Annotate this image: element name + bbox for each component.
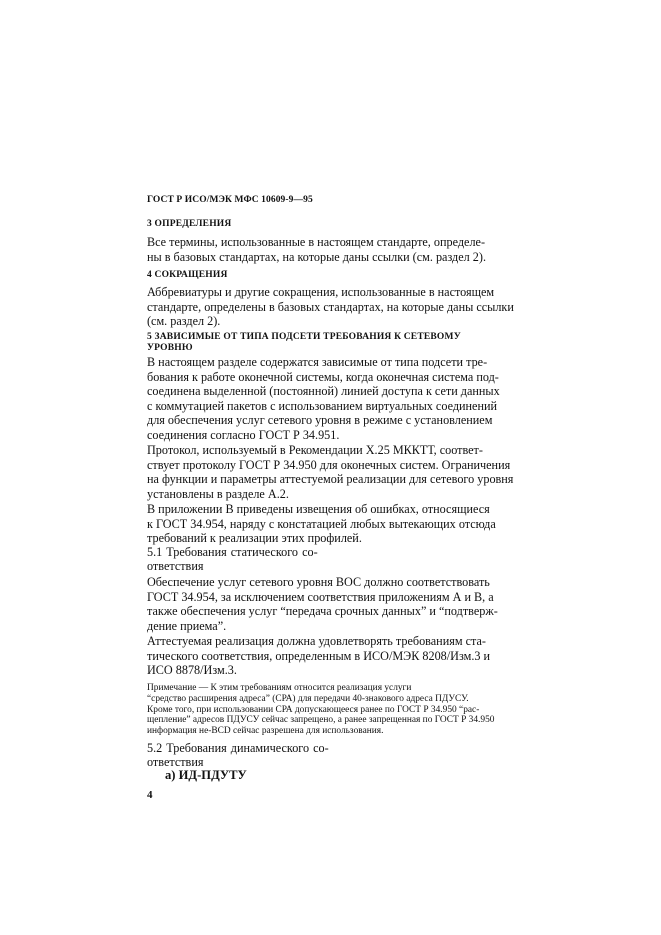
section-5-paragraph-1: В настоящем разделе содержатся зависимые от типа подсети тре- бования к работе оконечной системы, когда оконечная система под- соединена выделенной (постоянной) линией доступа к сети данных с коммутацией пакетов с использованием виртуальных соединений для обеспечения услуг сетевого уровня в режиме с установлением соединения согласно ГОСТ Р 34.951. — [147, 355, 500, 442]
section-5-paragraph-2: Протокол, используемый в Рекомендации X.25 МККТТ, соответ- ствует протоколу ГОСТ Р 34.950 для оконечных систем. Ограничения на функции и параметры аттестуемой реализации для сетевого уровня установлены в разделе А.2. — [147, 443, 514, 501]
section-3-text: Все термины, использованные в настоящем стандарте, определе- ны в базовых стандартах, на которые даны ссылки (см. раздел 2). — [147, 235, 486, 264]
page-number: 4 — [147, 789, 153, 801]
section-5-1-note: Примечание — К этим требованиям относится реализация услуги “средство расширения адреса” (СРА) для передачи 40-знакового адреса ПДУСУ. Кроме того, при использовании СРА допускающееся ранее по ГОСТ Р 34.950 “рас- щепление” адресов ПДУСУ сейчас запрещено, а ранее запрещенная по ГОСТ Р 34.950 информация не-BCD сейчас разрешена для использования. — [147, 683, 495, 737]
section-5-1-heading: 5.1 Требования статического со- ответствия — [147, 545, 318, 573]
section-5-2-heading: 5.2 Требования динамического со- ответствия — [147, 741, 329, 769]
section-4-text: Аббревиатуры и другие сокращения, использованные в настоящем стандарте, определены в базовых стандартах, на которые даны ссылки (см. раздел 2). — [147, 285, 514, 329]
section-5-1-paragraph-2: Аттестуемая реализация должна удовлетворять требованиям ста- тического соответствия, определенным в ИСО/МЭК 8208/Изм.3 и ИСО 8878/Изм.3. — [147, 634, 491, 678]
section-3-heading: 3 ОПРЕДЕЛЕНИЯ — [147, 219, 232, 229]
section-5-heading: 5 ЗАВИСИМЫЕ ОТ ТИПА ПОДСЕТИ ТРЕБОВАНИЯ К СЕТЕВОМУ УРОВНЮ — [147, 332, 461, 353]
document-header: ГОСТ Р ИСО/МЭК МФС 10609-9—95 — [147, 195, 313, 205]
section-5-1-paragraph-1: Обеспечение услуг сетевого уровня ВОС должно соответствовать ГОСТ 34.954, за исключением соответствия приложениям А и В, а также обеспечения услуг “передача срочных данных” и “подтверж- дение приема”. — [147, 575, 498, 633]
section-5-paragraph-3: В приложении В приведены извещения об ошибках, относящиеся к ГОСТ 34.954, наряду с констатацией любых вытекающих отсюда требований к реализации этих профилей. — [147, 502, 496, 546]
section-5-2-item-a: а) ИД-ПДУТУ — [165, 768, 247, 782]
section-4-heading: 4 СОКРАЩЕНИЯ — [147, 270, 228, 280]
